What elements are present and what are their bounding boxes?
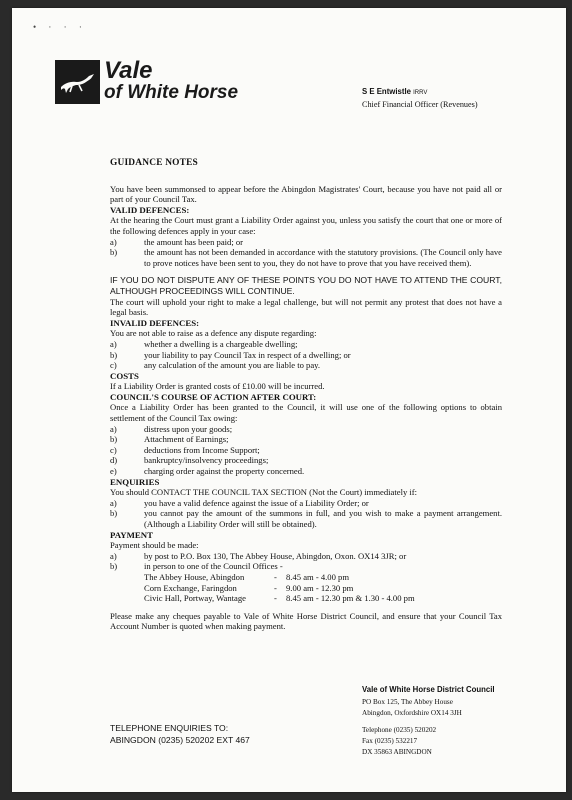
telephone-enquiries-number: ABINGDON (0235) 520202 EXT 467: [110, 735, 250, 745]
telephone-enquiries-label: TELEPHONE ENQUIRIES TO:: [110, 723, 229, 733]
corner-marks: • · · ·: [33, 22, 87, 32]
cheques-paragraph: Please make any cheques payable to Vale of White Horse District Council, and ensure that your Council Tax Account Number is quoted when making payment.: [110, 610, 502, 632]
list-item: c) any calculation of the amount you are liable to pay.: [110, 360, 321, 371]
council-address-block: [362, 684, 495, 758]
intro-paragraph: You have been summonsed to appear before the Abingdon Magistrates' Court, because you have not paid all or part of your Council Tax.: [110, 183, 502, 205]
list-item: a) you have a valid defence against the issue of a Liability Order; or: [110, 497, 369, 508]
course-of-action-intro: Once a Liability Order has been granted to the Council, it will use one of the following options to obtain settlement of the Council Tax owing:: [110, 402, 502, 424]
payment-intro: Payment should be made:: [110, 540, 199, 551]
list-item: b) the amount has not been demanded in accordance with the statutory provisions. (The Council only have to prove notices have been sent to you, they do not have to prove that you have received them).: [110, 247, 502, 268]
court-attendance-notice: IF YOU DO NOT DISPUTE ANY OF THESE POINTS YOU DO NOT HAVE TO ATTEND THE COURT, ALTHOUGH PROCEEDINGS WILL CONTINUE.: [110, 275, 502, 296]
officer-suffix: IRRV: [413, 90, 428, 96]
office-row: Corn Exchange, Faringdon - 9.00 am - 12.30 pm: [144, 582, 354, 593]
enquiries-intro: You should CONTACT THE COUNCIL TAX SECTION (Not the Court) immediately if:: [110, 487, 418, 498]
telephone: Telephone (0235) 520202: [362, 726, 437, 734]
address-line-2: Abingdon, Oxfordshire OX14 3JH: [362, 709, 462, 717]
enquiries-heading: ENQUIRIES: [110, 476, 160, 487]
costs-heading: COSTS: [110, 370, 139, 381]
list-item: a) distress upon your goods;: [110, 423, 233, 434]
white-horse-logo-icon: [55, 60, 100, 104]
course-of-action-heading: COUNCIL'S COURSE OF ACTION AFTER COURT:: [110, 391, 317, 402]
costs-text: If a Liability Order is granted costs of £10.00 will be incurred.: [110, 381, 325, 392]
dx-number: DX 35863 ABINGDON: [362, 748, 432, 756]
officer-title: Chief Financial Officer (Revenues): [362, 100, 478, 109]
list-item: a) the amount has been paid; or: [110, 236, 244, 247]
invalid-defences-intro: You are not able to raise as a defence any dispute regarding:: [110, 328, 317, 339]
officer-block: [362, 86, 478, 110]
office-row: The Abbey House, Abingdon - 8.45 am - 4.00 pm: [144, 571, 350, 582]
uphold-paragraph: The court will uphold your right to make a legal challenge, but will not permit any protest that does not have a legal basis.: [110, 296, 502, 318]
address-line-1: PO Box 125, The Abbey House: [362, 698, 453, 706]
list-item: b) your liability to pay Council Tax in respect of a dwelling; or: [110, 349, 351, 360]
list-item: a) by post to P.O. Box 130, The Abbey House, Abingdon, Oxon. OX14 3JR; or: [110, 550, 407, 561]
page-title: GUIDANCE NOTES: [110, 158, 198, 168]
guidance-notes-body: [110, 158, 502, 632]
list-item: b) Attachment of Earnings;: [110, 434, 229, 445]
council-logo-wordmark: [104, 57, 239, 104]
officer-name: S E Entwistle: [362, 87, 411, 96]
payment-heading: PAYMENT: [110, 529, 154, 540]
officer-name-line: [362, 86, 478, 99]
list-item: b) in person to one of the Council Offices -: [110, 561, 283, 572]
valid-defences-heading: VALID DEFENCES:: [110, 204, 190, 215]
invalid-defences-heading: INVALID DEFENCES:: [110, 317, 200, 328]
list-item: b) you cannot pay the amount of the summons in full, and you wish to make a payment arrangement. (Although a Liability Order will still be obtained).: [110, 508, 502, 529]
logo-line-2: of White Horse: [104, 82, 239, 103]
list-item: e) charging order against the property concerned.: [110, 466, 305, 477]
list-item: d) bankruptcy/insolvency proceedings;: [110, 455, 269, 466]
list-item: c) deductions from Income Support;: [110, 444, 260, 455]
logo-line-1: Vale: [104, 57, 153, 84]
office-row: Civic Hall, Portway, Wantage - 8.45 am - 12.30 pm & 1.30 - 4.00 pm: [144, 593, 415, 604]
council-name: Vale of White Horse District Council: [362, 685, 495, 694]
valid-defences-intro: At the hearing the Court must grant a Liability Order against you, unless you satisfy the court that one or more of the following defences apply in your case:: [110, 215, 502, 236]
telephone-enquiries: [110, 722, 250, 746]
list-item: a) whether a dwelling is a chargeable dwelling;: [110, 338, 298, 349]
office-list: [110, 572, 502, 604]
fax: Fax (0235) 532217: [362, 737, 418, 745]
